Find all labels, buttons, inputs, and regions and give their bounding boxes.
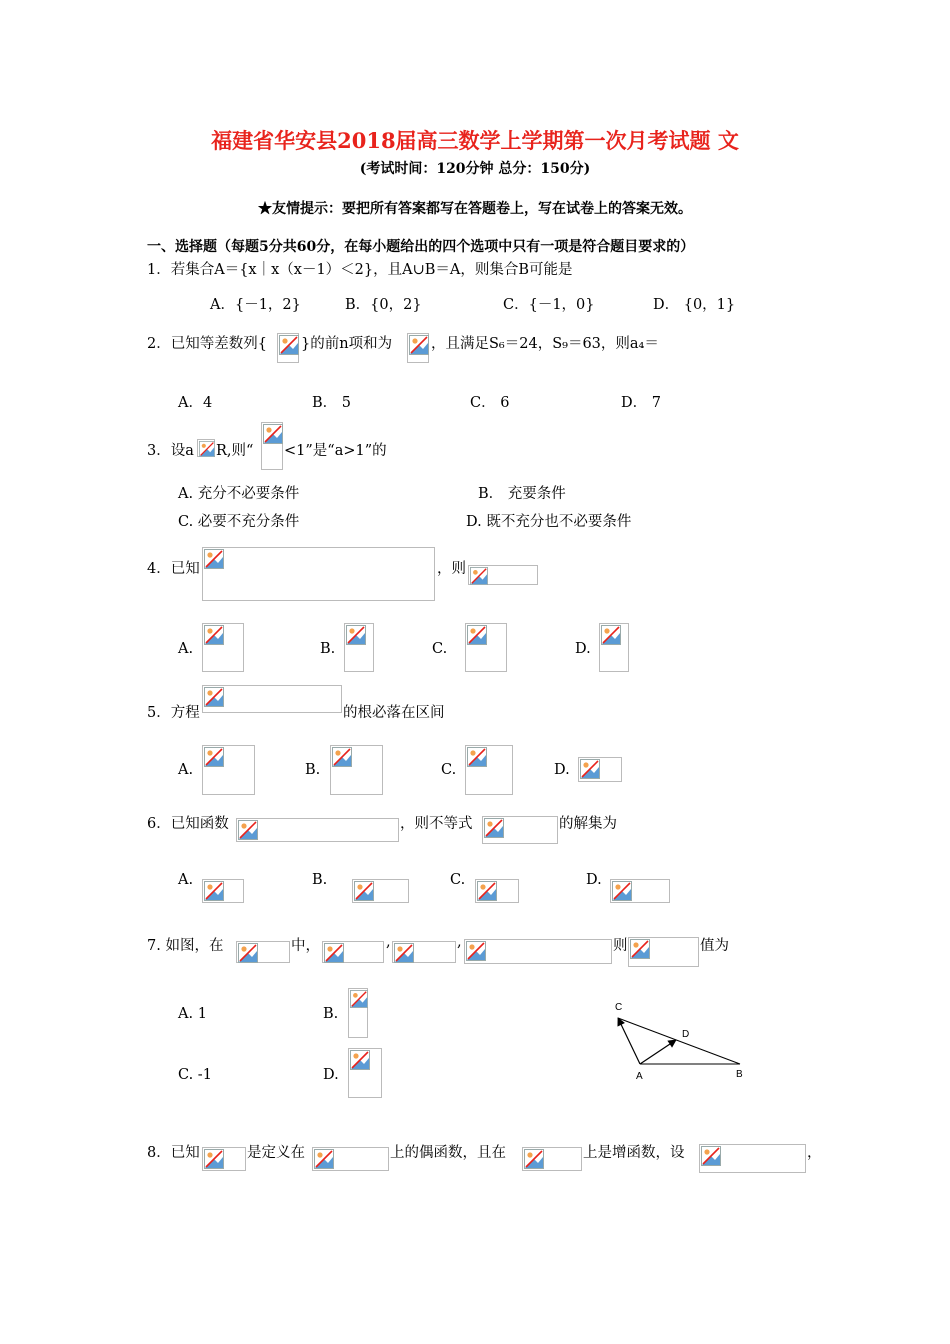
formula-image-placeholder xyxy=(202,623,244,672)
q2-option-b: B． 5 xyxy=(312,395,351,411)
formula-image-placeholder xyxy=(236,818,399,842)
section-heading: 一、选择题（每题5分共60分，在每小题给出的四个选项中只有一项是符合题目要求的） xyxy=(147,239,695,255)
label-d: D xyxy=(682,1029,690,1040)
question-7-part2: 中， xyxy=(291,938,320,954)
formula-image-placeholder xyxy=(202,879,244,903)
q2-option-d: D． 7 xyxy=(621,395,661,411)
question-8-part5: ， xyxy=(807,1145,822,1161)
question-1-stem: 1．若集合A＝{x｜x（x－1）＜2}，且A∪B＝A，则集合B可能是 xyxy=(147,262,573,278)
q2-option-c: C． 6 xyxy=(470,395,510,411)
broken-image-icon xyxy=(477,881,497,901)
q7-option-b: B. xyxy=(323,1006,339,1022)
broken-image-icon xyxy=(332,747,352,767)
broken-image-icon xyxy=(354,881,374,901)
formula-image-placeholder xyxy=(468,565,538,585)
q4-option-a: A. xyxy=(178,641,194,657)
formula-image-placeholder xyxy=(610,879,670,903)
exam-subtitle: (考试时间：120分钟 总分：150分) xyxy=(359,161,591,177)
broken-image-icon xyxy=(238,943,258,963)
question-6-part3: 的解集为 xyxy=(559,816,617,832)
broken-image-icon xyxy=(346,625,366,645)
exam-title: 福建省华安县2018届高三数学上学期第一次月考试题 文 xyxy=(211,128,739,153)
q5-option-c: C. xyxy=(441,762,457,778)
q7-option-d: D. xyxy=(323,1067,339,1083)
question-5-part2: 的根必落在区间 xyxy=(343,705,445,721)
q3-option-a: A. 充分不必要条件 xyxy=(178,486,300,502)
exam-tip: ★友情提示：要把所有答案都写在答题卷上，写在试卷上的答案无效。 xyxy=(258,201,692,217)
formula-image-placeholder xyxy=(236,941,290,963)
q1-option-a: A．{－1，2} xyxy=(210,297,301,313)
question-3-part1: 3．设a xyxy=(147,443,194,459)
question-5-part1: 5．方程 xyxy=(147,705,200,721)
formula-image-placeholder xyxy=(348,988,368,1038)
q6-option-b: B. xyxy=(312,872,328,888)
question-4-part2: ，则 xyxy=(437,561,466,577)
q5-option-b: B. xyxy=(305,762,321,778)
broken-image-icon xyxy=(324,943,344,963)
q3-option-d: D. 既不充分也不必要条件 xyxy=(466,514,632,530)
formula-image-placeholder xyxy=(699,1144,806,1173)
formula-image-placeholder xyxy=(407,333,429,363)
question-2-part3: ，且满足S₆＝24，S₉＝63，则a₄＝ xyxy=(431,336,659,352)
broken-image-icon xyxy=(199,441,215,457)
formula-image-placeholder xyxy=(465,623,507,672)
question-3-part3: <1”是“a>1”的 xyxy=(284,443,387,459)
broken-image-icon xyxy=(238,820,258,840)
question-2-part2: }的前n项和为 xyxy=(301,336,393,352)
formula-image-placeholder xyxy=(202,745,255,795)
q7-option-c: C. -1 xyxy=(178,1067,212,1083)
q3-option-c: C. 必要不充分条件 xyxy=(178,514,300,530)
label-a: A xyxy=(636,1071,643,1082)
q7-option-a: A. 1 xyxy=(178,1006,207,1022)
formula-image-placeholder xyxy=(202,547,435,601)
question-2-part1: 2．已知等差数列{ xyxy=(147,336,267,352)
question-8-part2: 是定义在 xyxy=(247,1145,305,1161)
formula-image-placeholder xyxy=(322,941,384,963)
formula-image-placeholder xyxy=(482,816,558,844)
broken-image-icon xyxy=(524,1149,544,1169)
formula-image-placeholder xyxy=(202,685,342,713)
formula-image-placeholder xyxy=(465,745,513,795)
question-3-part2: R,则“ xyxy=(216,443,254,459)
formula-image-placeholder xyxy=(628,937,699,967)
broken-image-icon xyxy=(630,939,650,959)
question-7-part1: 7. 如图，在 xyxy=(147,938,224,954)
q2-option-a: A．4 xyxy=(178,395,213,411)
formula-image-placeholder xyxy=(197,439,215,457)
broken-image-icon xyxy=(612,881,632,901)
broken-image-icon xyxy=(204,1149,224,1169)
question-7-part4: , xyxy=(457,934,462,950)
formula-image-placeholder xyxy=(261,422,283,470)
broken-image-icon xyxy=(204,881,224,901)
broken-image-icon xyxy=(279,335,299,355)
formula-image-placeholder xyxy=(344,623,374,672)
broken-image-icon xyxy=(580,759,600,779)
question-7-part6: 值为 xyxy=(700,938,729,954)
formula-image-placeholder xyxy=(348,1048,382,1098)
q6-option-d: D. xyxy=(586,872,602,888)
question-6-part1: 6．已知函数 xyxy=(147,816,229,832)
formula-image-placeholder xyxy=(312,1147,389,1171)
formula-image-placeholder xyxy=(522,1147,582,1171)
question-4-part1: 4．已知 xyxy=(147,561,200,577)
q1-option-c: C．{－1，0} xyxy=(503,297,595,313)
label-c: C xyxy=(615,1002,623,1013)
formula-image-placeholder xyxy=(464,939,612,964)
formula-image-placeholder xyxy=(475,879,519,903)
broken-image-icon xyxy=(394,943,414,963)
formula-image-placeholder xyxy=(578,757,622,782)
broken-image-icon xyxy=(467,747,487,767)
broken-image-icon xyxy=(314,1149,334,1169)
broken-image-icon xyxy=(350,990,368,1008)
broken-image-icon xyxy=(466,941,486,961)
formula-image-placeholder xyxy=(202,1147,246,1171)
broken-image-icon xyxy=(409,335,429,355)
q1-option-b: B．{0，2} xyxy=(345,297,422,313)
broken-image-icon xyxy=(470,567,488,585)
q4-option-b: B. xyxy=(320,641,336,657)
triangle-figure xyxy=(608,996,748,1086)
q5-option-d: D. xyxy=(554,762,570,778)
broken-image-icon xyxy=(701,1146,721,1166)
question-8-part1: 8．已知 xyxy=(147,1145,200,1161)
broken-image-icon xyxy=(484,818,504,838)
broken-image-icon xyxy=(204,687,224,707)
broken-image-icon xyxy=(263,424,283,444)
question-8-part4: 上是增函数，设 xyxy=(583,1145,685,1161)
question-6-part2: ，则不等式 xyxy=(400,816,473,832)
q5-option-a: A. xyxy=(178,762,194,778)
q3-option-b: B． 充要条件 xyxy=(478,486,566,502)
broken-image-icon xyxy=(467,625,487,645)
q4-option-d: D. xyxy=(575,641,591,657)
question-8-part3: 上的偶函数，且在 xyxy=(390,1145,506,1161)
question-7-part5: 则 xyxy=(613,938,628,954)
q4-option-c: C. xyxy=(432,641,448,657)
formula-image-placeholder xyxy=(392,941,456,963)
question-7-part3: , xyxy=(386,934,391,950)
q6-option-a: A. xyxy=(178,872,194,888)
formula-image-placeholder xyxy=(352,879,409,903)
broken-image-icon xyxy=(204,549,224,569)
broken-image-icon xyxy=(204,625,224,645)
broken-image-icon xyxy=(204,747,224,767)
q6-option-c: C. xyxy=(450,872,466,888)
broken-image-icon xyxy=(350,1050,370,1070)
q1-option-d: D． {0，1} xyxy=(653,297,736,313)
formula-image-placeholder xyxy=(599,623,629,672)
formula-image-placeholder xyxy=(330,745,383,795)
broken-image-icon xyxy=(601,625,621,645)
formula-image-placeholder xyxy=(277,333,299,363)
label-b: B xyxy=(736,1069,743,1080)
